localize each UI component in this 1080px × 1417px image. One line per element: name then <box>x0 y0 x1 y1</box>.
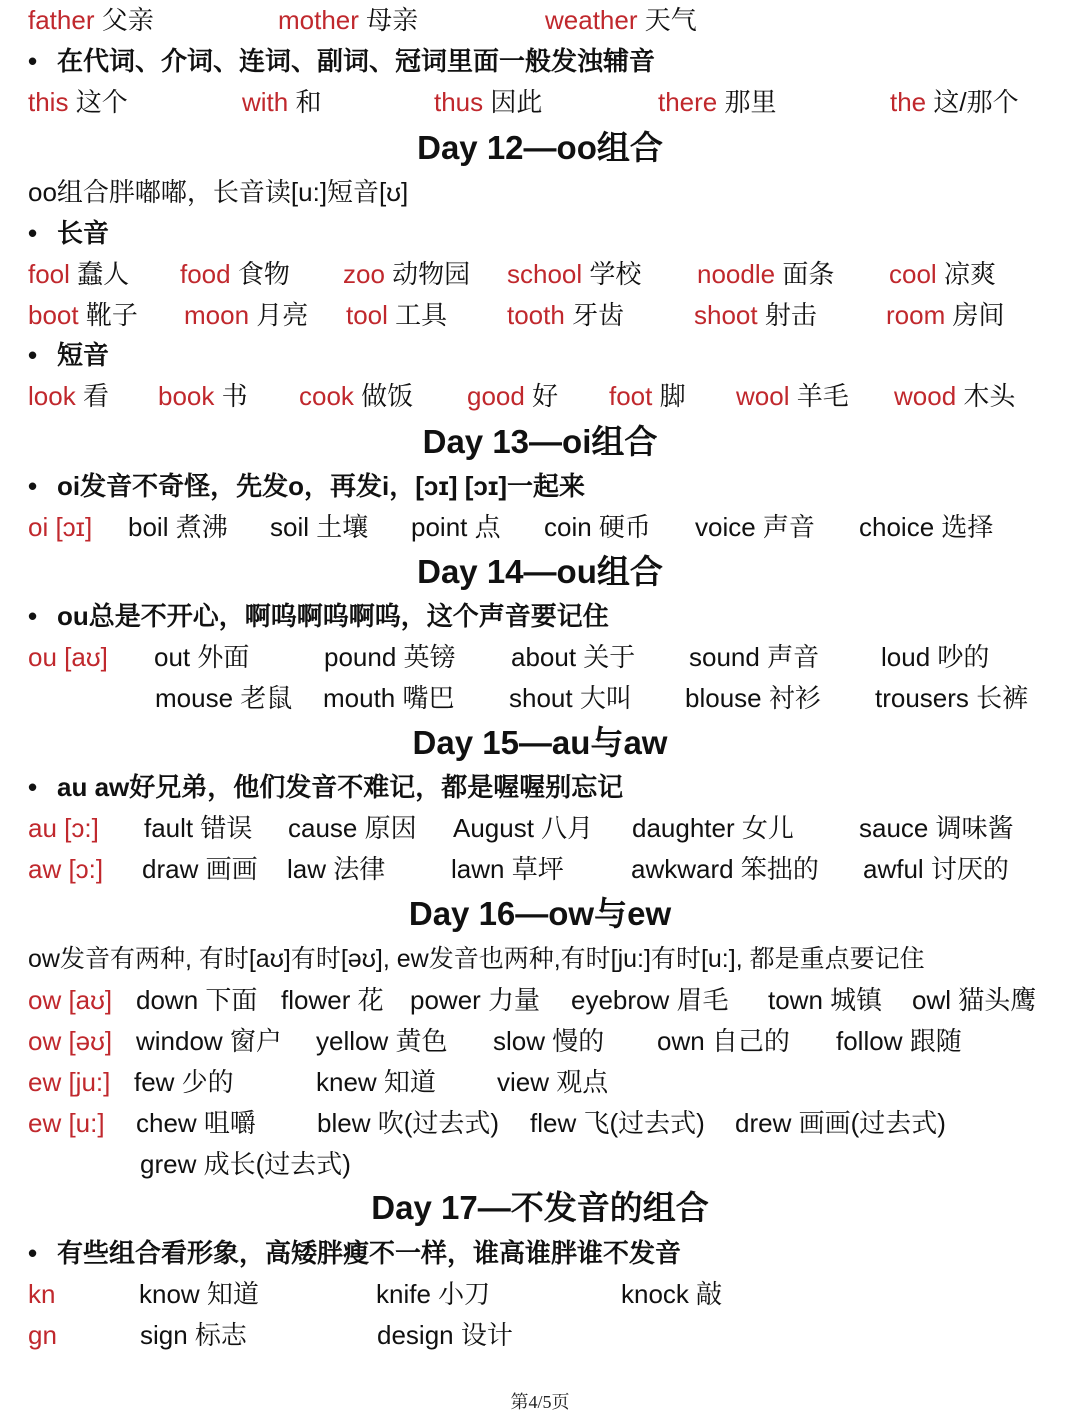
word-item: sign 标志 <box>140 1320 247 1350</box>
word-cn: 这个 <box>75 87 128 117</box>
long-row-1 <box>0 254 1080 294</box>
word-item <box>434 82 542 122</box>
word-item <box>28 376 109 416</box>
word-cn: 书 <box>221 381 248 411</box>
word-item: pound 英镑 <box>324 642 456 672</box>
word-cn: 母亲 <box>366 5 419 35</box>
word-item <box>889 254 996 294</box>
word-item <box>507 254 641 294</box>
word-en: wool <box>736 381 790 411</box>
word-item: soil 土壤 <box>270 512 369 542</box>
bullet-icon: • <box>28 601 38 631</box>
word-item: yellow 黄色 <box>316 1026 448 1056</box>
long-label-line <box>0 213 1080 253</box>
word-cn: 凉爽 <box>943 259 996 289</box>
day13-note: oi发音不奇怪，先发o，再发i，[ɔɪ] [ɔɪ]一起来 <box>57 471 586 501</box>
aw-label: aw [ɔ:] <box>28 854 104 884</box>
note-line <box>0 41 1080 81</box>
word-en: fool <box>28 259 70 289</box>
word-cn: 那里 <box>724 87 777 117</box>
word-en: school <box>507 259 583 289</box>
word-item <box>886 295 1005 335</box>
word-cn: 房间 <box>952 300 1005 330</box>
page-number: 第4/5页 <box>510 1392 570 1412</box>
word-en: noodle <box>697 259 776 289</box>
day15-note: au aw好兄弟，他们发音不难记，都是喔喔别忘记 <box>57 772 624 802</box>
short-label-line <box>0 335 1080 375</box>
day13-row <box>0 507 1080 547</box>
word-cn: 工具 <box>395 300 448 330</box>
word-item: blouse 衬衫 <box>685 683 821 713</box>
word-en: cook <box>299 381 354 411</box>
day16-row-1 <box>0 980 1080 1020</box>
word-item: knew 知道 <box>316 1067 436 1097</box>
day16-row-5 <box>0 1144 1080 1184</box>
word-item <box>28 295 138 335</box>
word-item: loud 吵的 <box>881 642 990 672</box>
word-cn: 学校 <box>589 259 642 289</box>
word-item <box>184 295 308 335</box>
word-item <box>894 376 1015 416</box>
word-en: thus <box>434 87 484 117</box>
word-item: sound 声音 <box>689 642 820 672</box>
word-item: out 外面 <box>154 642 250 672</box>
word-item: point 点 <box>411 512 501 542</box>
word-en: tooth <box>507 300 565 330</box>
word-item <box>278 0 418 40</box>
word-en: tool <box>346 300 388 330</box>
word-item: cause 原因 <box>288 813 417 843</box>
word-en: look <box>28 381 76 411</box>
word-item: mouse 老鼠 <box>155 683 293 713</box>
word-en: moon <box>184 300 250 330</box>
word-item: eyebrow 眉毛 <box>571 985 729 1015</box>
word-item <box>609 376 686 416</box>
day17-note-line <box>0 1233 1080 1273</box>
word-item <box>180 254 290 294</box>
word-item: chew 咀嚼 <box>136 1108 256 1138</box>
word-item: flower 花 <box>281 985 384 1015</box>
gn-label: gn <box>28 1320 57 1350</box>
short-row <box>0 376 1080 416</box>
word-cn: 好 <box>532 381 559 411</box>
word-cn: 脚 <box>659 381 686 411</box>
word-en: father <box>28 5 95 35</box>
day16-row-4 <box>0 1103 1080 1143</box>
word-item: know 知道 <box>139 1279 259 1309</box>
word-cn: 射击 <box>764 300 817 330</box>
word-cn: 天气 <box>644 5 697 35</box>
day13-heading: Day 13—oi组合 <box>422 423 658 460</box>
word-en: there <box>658 87 718 117</box>
word-item: voice 声音 <box>695 512 815 542</box>
word-item: follow 跟随 <box>836 1026 962 1056</box>
word-item <box>28 0 154 40</box>
word-en: zoo <box>343 259 385 289</box>
word-item: few 少的 <box>134 1067 234 1097</box>
day16-row-2 <box>0 1021 1080 1061</box>
day16-row-3 <box>0 1062 1080 1102</box>
word-cn: 和 <box>295 87 322 117</box>
day17-note: 有些组合看形象，高矮胖瘦不一样，谁高谁胖谁不发音 <box>57 1238 682 1268</box>
long-row-2 <box>0 295 1080 335</box>
long-vowel-label: 长音 <box>57 218 110 248</box>
day14-row-2 <box>0 678 1080 718</box>
day14-row-1 <box>0 637 1080 677</box>
word-en: this <box>28 87 69 117</box>
word-item: slow 慢的 <box>493 1026 605 1056</box>
day16-heading: Day 16—ow与ew <box>408 895 672 932</box>
word-item: knock 敲 <box>621 1279 723 1309</box>
word-item <box>343 254 470 294</box>
word-item: fault 错误 <box>144 813 253 843</box>
bullet-icon: • <box>28 218 38 248</box>
word-cn: 木头 <box>963 381 1016 411</box>
word-item <box>545 0 697 40</box>
ow-label: ow [aʊ] <box>28 985 113 1015</box>
word-en: mother <box>278 5 359 35</box>
word-cn: 这/那个 <box>933 87 1019 117</box>
word-item <box>28 82 128 122</box>
word-en: boot <box>28 300 79 330</box>
day14-note-line <box>0 596 1080 636</box>
word-en: foot <box>609 381 653 411</box>
word-en: wood <box>894 381 957 411</box>
word-cn: 面条 <box>782 259 835 289</box>
ow-label: ow [əʊ] <box>28 1026 113 1056</box>
word-item <box>658 82 777 122</box>
word-item: trousers 长裤 <box>875 683 1029 713</box>
word-item <box>694 295 817 335</box>
word-en: cool <box>889 259 937 289</box>
word-item: law 法律 <box>287 854 386 884</box>
word-en: the <box>890 87 927 117</box>
word-cn: 因此 <box>490 87 543 117</box>
word-cn: 动物园 <box>392 259 471 289</box>
word-item: draw 画画 <box>142 854 258 884</box>
day17-gn-row <box>0 1315 1080 1355</box>
ew-label: ew [u:] <box>28 1108 105 1138</box>
word-item <box>299 376 413 416</box>
word-item: lawn 草坪 <box>451 854 564 884</box>
oi-label: oi [ɔɪ] <box>28 512 93 542</box>
word-en: with <box>242 87 289 117</box>
au-label: au [ɔ:] <box>28 813 99 843</box>
word-item: design 设计 <box>377 1320 513 1350</box>
word-item: blew 吹(过去式) <box>317 1108 500 1138</box>
word-en: weather <box>545 5 638 35</box>
word-en: food <box>180 259 231 289</box>
word-item: view 观点 <box>497 1067 609 1097</box>
day16-intro: ow发音有两种, 有时[aʊ]有时[əʊ], ew发音也两种,有时[ju:]有时[u:], 都是重点要记住 <box>28 945 925 973</box>
ou-label: ou [aʊ] <box>28 642 108 672</box>
day15-aw-row <box>0 849 1080 889</box>
word-item <box>158 376 248 416</box>
word-item <box>697 254 834 294</box>
bullet-icon: • <box>28 340 38 370</box>
short-vowel-label: 短音 <box>57 340 110 370</box>
word-item: awful 讨厌的 <box>863 854 1009 884</box>
day14-heading: Day 14—ou组合 <box>417 553 663 590</box>
word-item <box>890 82 1019 122</box>
word-cn: 牙齿 <box>572 300 625 330</box>
word-cn: 看 <box>82 381 109 411</box>
word-cn: 做饭 <box>361 381 414 411</box>
word-item: grew 成长(过去式) <box>140 1149 351 1179</box>
word-en: shoot <box>694 300 758 330</box>
word-item: coin 硬币 <box>544 512 651 542</box>
word-cn: 父亲 <box>101 5 154 35</box>
word-cn: 羊毛 <box>796 381 849 411</box>
word-en: room <box>886 300 946 330</box>
word-item: flew 飞(过去式) <box>530 1108 705 1138</box>
word-item: power 力量 <box>410 985 541 1015</box>
word-cn: 靴子 <box>85 300 138 330</box>
note-text: 在代词、介词、连词、副词、冠词里面一般发浊辅音 <box>57 46 656 76</box>
bullet-icon: • <box>28 46 38 76</box>
bullet-icon: • <box>28 471 38 501</box>
word-item: drew 画画(过去式) <box>735 1108 946 1138</box>
word-cn: 月亮 <box>256 300 309 330</box>
word-item: August 八月 <box>453 813 594 843</box>
word-item <box>242 82 322 122</box>
word-item: sauce 调味酱 <box>859 813 1014 843</box>
word-item <box>507 295 624 335</box>
word-item: town 城镇 <box>768 985 883 1015</box>
bullet-icon: • <box>28 772 38 802</box>
word-item: window 窗户 <box>136 1026 282 1056</box>
word-row-top <box>0 0 1080 40</box>
word-item <box>736 376 849 416</box>
word-item <box>346 295 447 335</box>
day13-note-line <box>0 466 1080 506</box>
day15-note-line <box>0 767 1080 807</box>
day15-au-row <box>0 808 1080 848</box>
word-item: knife 小刀 <box>376 1279 491 1309</box>
day15-heading: Day 15—au与aw <box>412 724 668 761</box>
word-item: own 自己的 <box>657 1026 790 1056</box>
word-en: book <box>158 381 215 411</box>
day17-heading: Day 17—不发音的组合 <box>371 1189 709 1226</box>
word-item: daughter 女儿 <box>632 813 794 843</box>
word-item: owl 猫头鹰 <box>912 985 1037 1015</box>
day12-heading: Day 12—oo组合 <box>417 129 663 166</box>
word-item <box>467 376 558 416</box>
kn-label: kn <box>28 1279 56 1309</box>
word-cn: 食物 <box>237 259 290 289</box>
day14-note: ou总是不开心，啊呜啊呜啊呜，这个声音要记住 <box>57 601 609 631</box>
day12-intro-line <box>0 172 1080 212</box>
word-en: good <box>467 381 525 411</box>
word-item: about 关于 <box>511 642 636 672</box>
day12-intro: oo组合胖嘟嘟，长音读[u:]短音[ʊ] <box>28 177 409 207</box>
ew-label: ew [ju:] <box>28 1067 111 1097</box>
word-item: choice 选择 <box>859 512 994 542</box>
word-item: down 下面 <box>136 985 258 1015</box>
day16-intro-line <box>0 939 1080 979</box>
word-item: mouth 嘴巴 <box>323 683 455 713</box>
word-item <box>28 254 129 294</box>
word-row-voiced <box>0 82 1080 122</box>
word-item: shout 大叫 <box>509 683 632 713</box>
day17-kn-row <box>0 1274 1080 1314</box>
word-item: awkward 笨拙的 <box>631 854 819 884</box>
bullet-icon: • <box>28 1238 38 1268</box>
word-cn: 蠢人 <box>77 259 130 289</box>
word-item: boil 煮沸 <box>128 512 228 542</box>
